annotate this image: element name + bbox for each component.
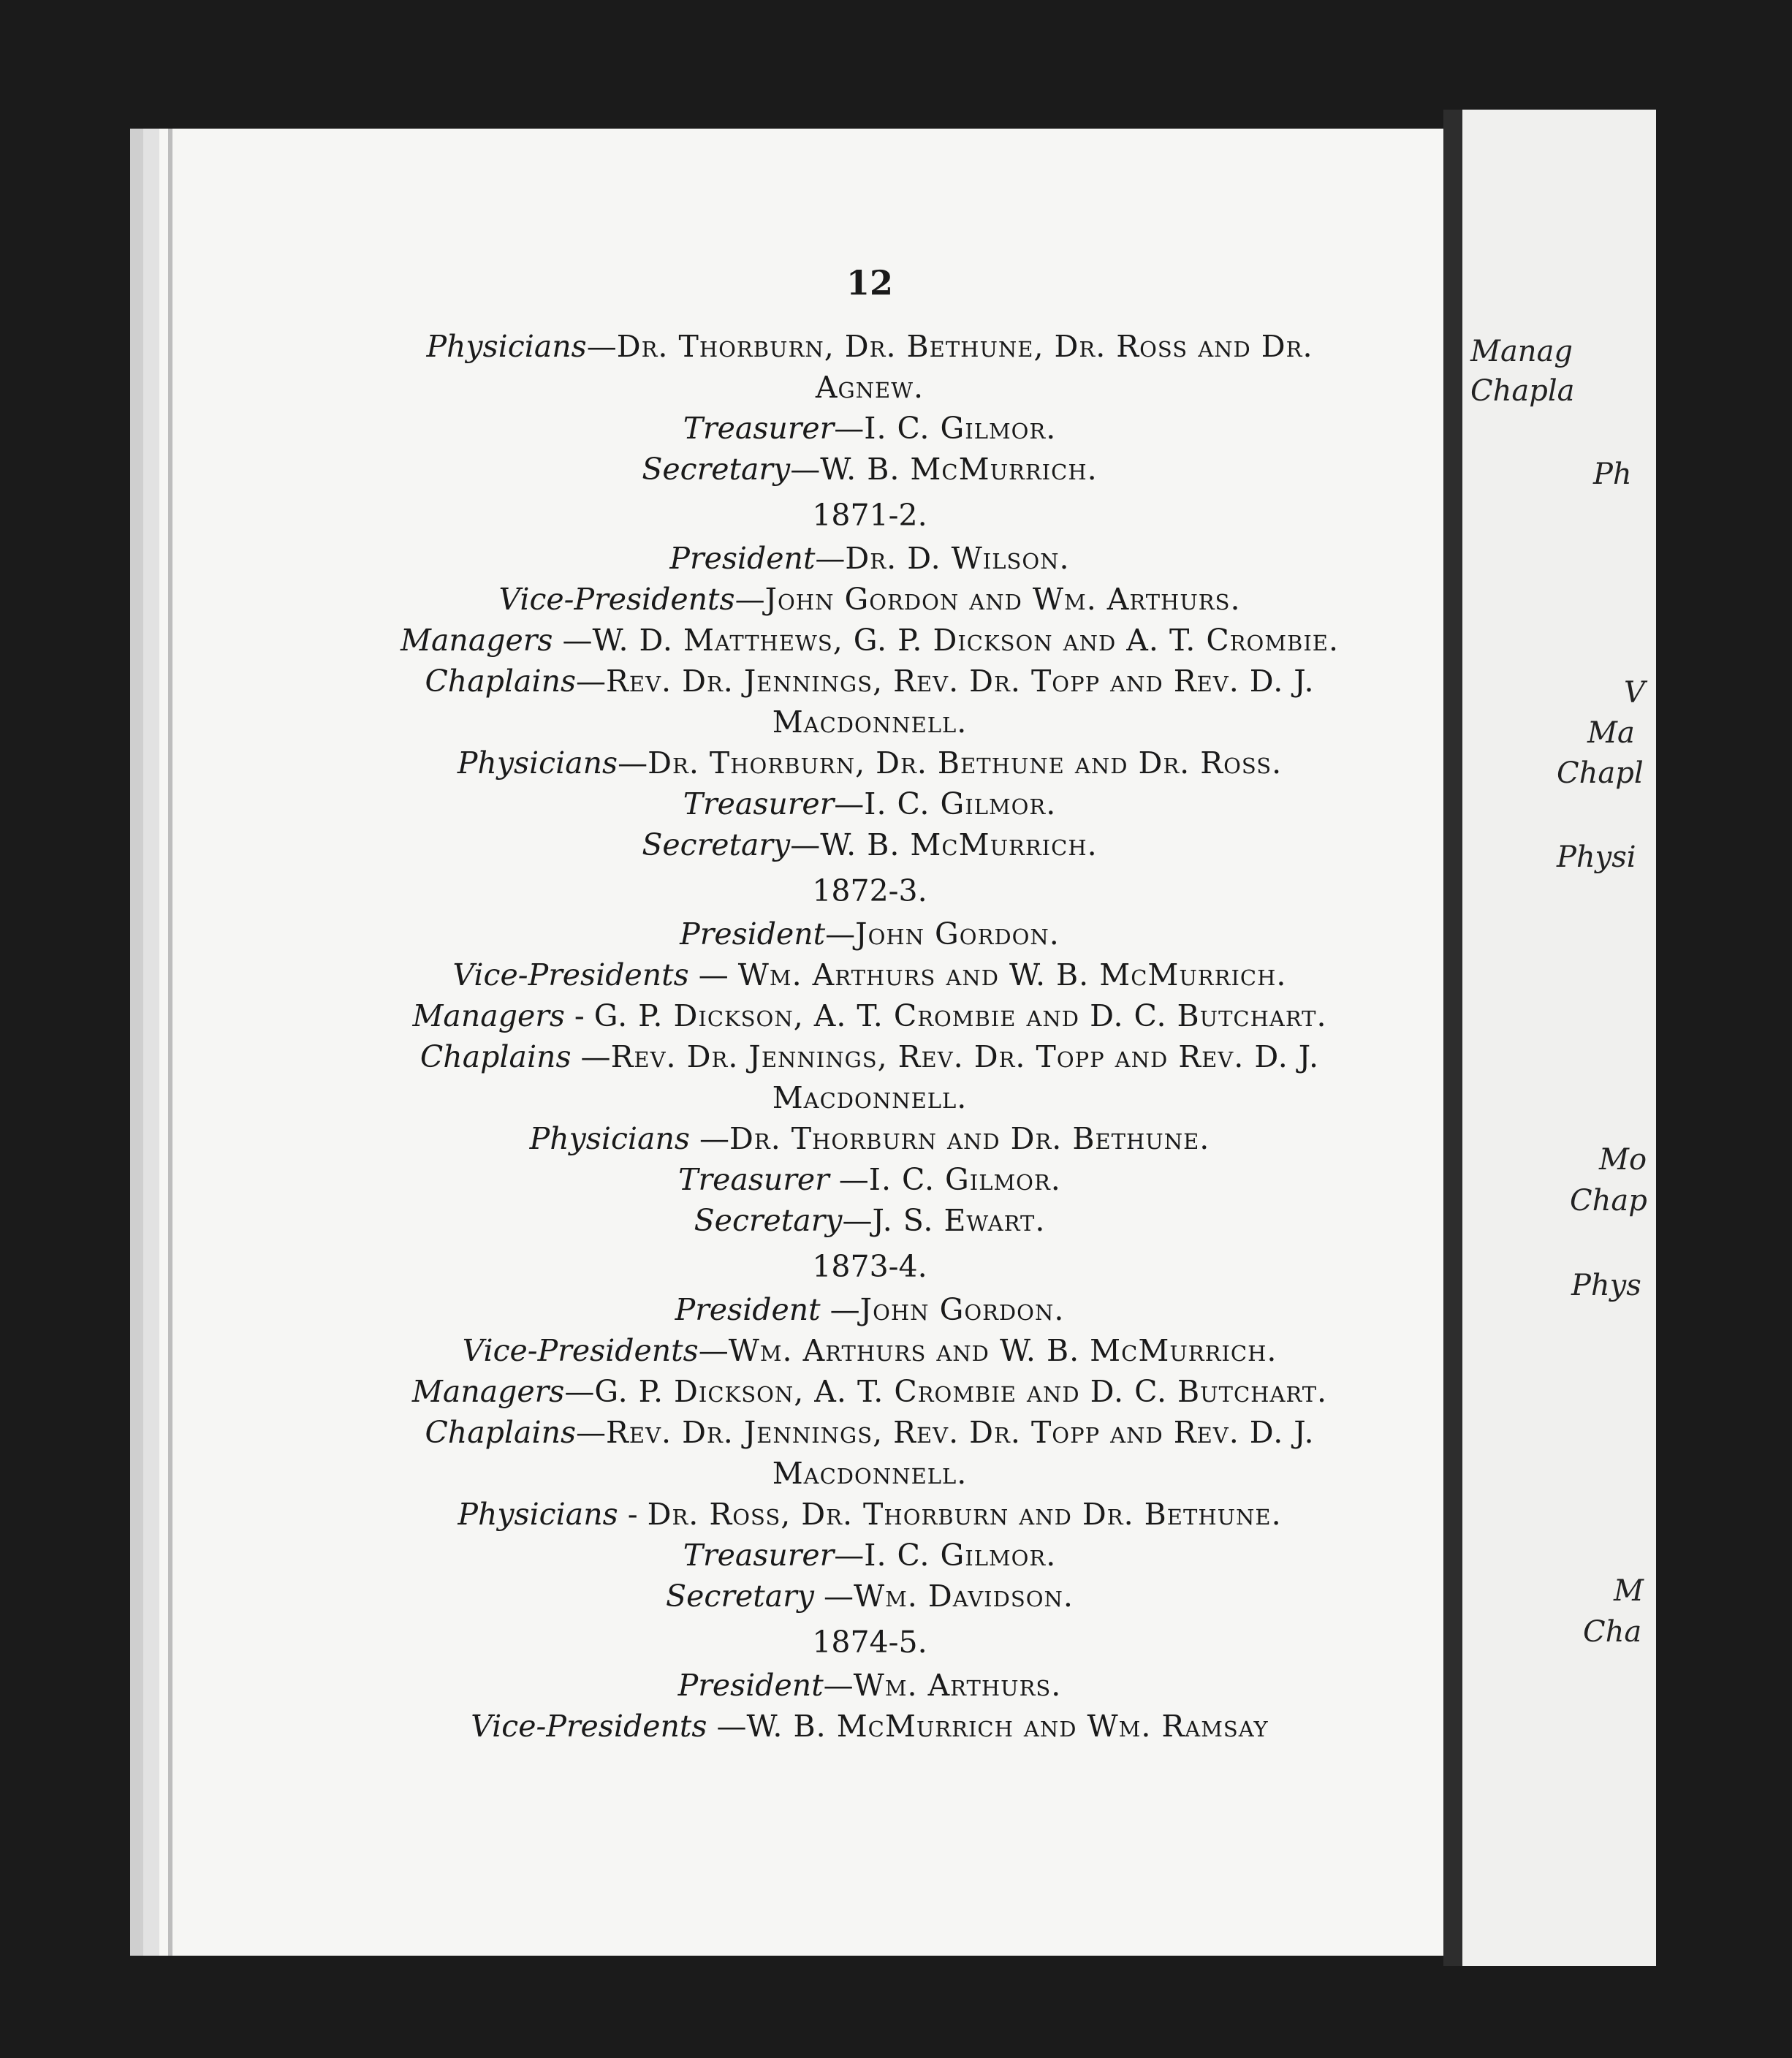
- facing-line: Ph: [1593, 457, 1632, 491]
- page-number: 12: [846, 263, 893, 303]
- officer-line: Secretary—W. B. McMurrich.: [642, 452, 1098, 487]
- officer-line: Managers —W. D. Matthews, G. P. Dickson and A. T. Crombie.: [400, 623, 1339, 658]
- officer-line: President—John Gordon.: [680, 916, 1060, 952]
- officer-line: Vice-Presidents —W. B. McMurrich and Wm. Ramsay: [471, 1709, 1269, 1744]
- year-heading: 1873-4.: [812, 1249, 927, 1284]
- year-heading: 1872-3.: [812, 873, 927, 908]
- year-heading: 1874-5.: [812, 1625, 927, 1660]
- facing-line: Chapla: [1470, 374, 1575, 408]
- officer-line: Managers - G. P. Dickson, A. T. Crombie and D. C. Butchart.: [412, 998, 1327, 1033]
- officer-line: Secretary—W. B. McMurrich.: [642, 827, 1098, 862]
- officer-line: Macdonnell.: [772, 1456, 968, 1491]
- officer-line: President—Wm. Arthurs.: [677, 1668, 1062, 1703]
- year-heading: 1871-2.: [812, 498, 927, 533]
- officer-line: Agnew.: [815, 370, 925, 405]
- page-gutter-edge: [168, 129, 172, 1956]
- officer-line: Vice-Presidents — Wm. Arthurs and W. B. McMurrich.: [452, 957, 1287, 992]
- facing-line: Chapl: [1557, 756, 1644, 790]
- facing-line: M: [1614, 1574, 1644, 1608]
- officer-line: Macdonnell.: [772, 1080, 968, 1115]
- officer-line: Vice-Presidents—Wm. Arthurs and W. B. McMurrich.: [462, 1333, 1277, 1368]
- officer-line: Managers—G. P. Dickson, A. T. Crombie and D. C. Butchart.: [411, 1374, 1328, 1409]
- officer-line: Macdonnell.: [772, 705, 968, 740]
- facing-line: Ma: [1587, 716, 1635, 750]
- officer-line: Treasurer —I. C. Gilmor.: [678, 1162, 1061, 1197]
- officer-line: Secretary—J. S. Ewart.: [694, 1203, 1046, 1238]
- facing-line: Physi: [1557, 840, 1636, 874]
- officer-line: Chaplains —Rev. Dr. Jennings, Rev. Dr. Topp and Rev. D. J.: [419, 1039, 1320, 1074]
- facing-line: Mo: [1599, 1143, 1647, 1177]
- facing-line: V: [1624, 676, 1645, 710]
- year-section: [351, 1621, 1389, 1747]
- facing-line: Chap: [1570, 1184, 1647, 1218]
- officer-line: President—Dr. D. Wilson.: [669, 541, 1070, 576]
- facing-line: Manag: [1470, 335, 1573, 368]
- officer-line: President —John Gordon.: [675, 1292, 1065, 1327]
- officer-line: Physicians —Dr. Thorburn and Dr. Bethune.: [529, 1121, 1210, 1156]
- year-section: [351, 870, 1389, 1241]
- officers-block-continued: [351, 326, 1389, 490]
- officer-line: Vice-Presidents—John Gordon and Wm. Arthurs.: [498, 582, 1241, 617]
- facing-line: Cha: [1583, 1615, 1642, 1649]
- officer-line: Chaplains—Rev. Dr. Jennings, Rev. Dr. Topp and Rev. D. J.: [425, 1415, 1315, 1450]
- officer-line: Physicians - Dr. Ross, Dr. Thorburn and Dr. Bethune.: [458, 1497, 1282, 1532]
- year-section: [351, 1245, 1389, 1617]
- officer-line: Chaplains—Rev. Dr. Jennings, Rev. Dr. Topp and Rev. D. J.: [425, 664, 1315, 699]
- officer-line: Physicians—Dr. Thorburn, Dr. Bethune, Dr. Ross and Dr.: [426, 329, 1313, 364]
- year-section: [351, 494, 1389, 865]
- facing-line: Phys: [1571, 1269, 1641, 1302]
- officer-line: Treasurer—I. C. Gilmor.: [683, 411, 1057, 446]
- officer-line: Secretary —Wm. Davidson.: [666, 1579, 1074, 1614]
- officer-line: Physicians—Dr. Thorburn, Dr. Bethune and Dr. Ross.: [457, 745, 1283, 781]
- officer-line: Treasurer—I. C. Gilmor.: [683, 1538, 1057, 1573]
- officer-line: Treasurer—I. C. Gilmor.: [683, 786, 1057, 821]
- page-content: [351, 263, 1389, 1747]
